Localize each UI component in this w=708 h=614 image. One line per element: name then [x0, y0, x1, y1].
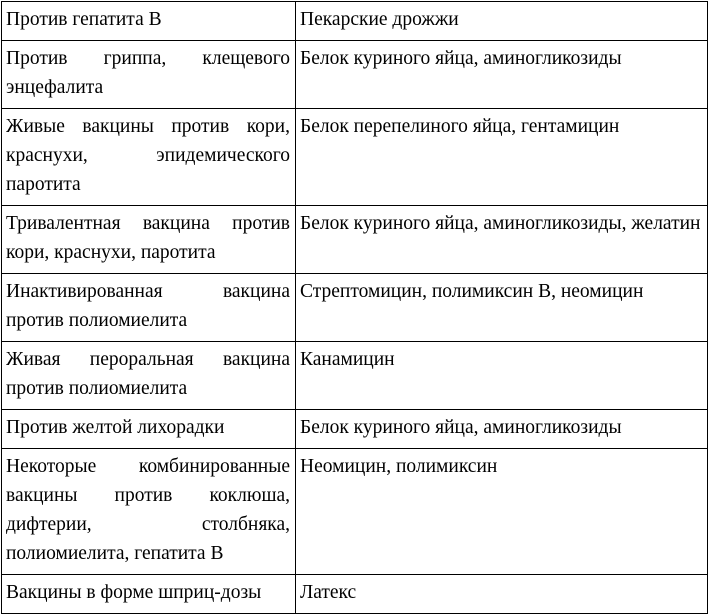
components-cell: Канамицин	[296, 342, 708, 410]
vaccine-cell: Инактивированная вакцина против полиомиелита	[2, 274, 296, 342]
table-row	[2, 41, 708, 109]
components-cell: Белок куриного яйца, аминогликозиды, желатин	[296, 206, 708, 274]
vaccine-cell: Тривалентная вакцина против кори, краснухи, паротита	[2, 206, 296, 274]
vaccine-cell: Против гепатита В	[2, 2, 296, 41]
table-row	[2, 2, 708, 41]
components-cell: Белок перепелиного яйца, гентамицин	[296, 109, 708, 206]
table-row	[2, 206, 708, 274]
table-row	[2, 575, 708, 614]
vaccine-cell: Некоторые комбинированные вакцины против коклюша, дифтерии, столбняка, полиомиелита, гепатита В	[2, 449, 296, 575]
table-row	[2, 109, 708, 206]
components-cell: Белок куриного яйца, аминогликозиды	[296, 41, 708, 109]
components-cell: Белок куриного яйца, аминогликозиды	[296, 410, 708, 449]
components-cell: Неомицин, полимиксин	[296, 449, 708, 575]
components-cell: Пекарские дрожжи	[296, 2, 708, 41]
vaccine-cell: Живые вакцины против кори, краснухи, эпидемического паротита	[2, 109, 296, 206]
table-row	[2, 342, 708, 410]
vaccine-cell: Против желтой лихорадки	[2, 410, 296, 449]
vaccine-cell: Против гриппа, клещевого энцефалита	[2, 41, 296, 109]
vaccine-cell: Живая пероральная вакцина против полиомиелита	[2, 342, 296, 410]
table-row	[2, 410, 708, 449]
table-row	[2, 274, 708, 342]
vaccine-cell: Вакцины в форме шприц-дозы	[2, 575, 296, 614]
vaccine-components-table	[1, 1, 708, 614]
table-row	[2, 449, 708, 575]
components-cell: Латекс	[296, 575, 708, 614]
components-cell: Стрептомицин, полимиксин В, неомицин	[296, 274, 708, 342]
